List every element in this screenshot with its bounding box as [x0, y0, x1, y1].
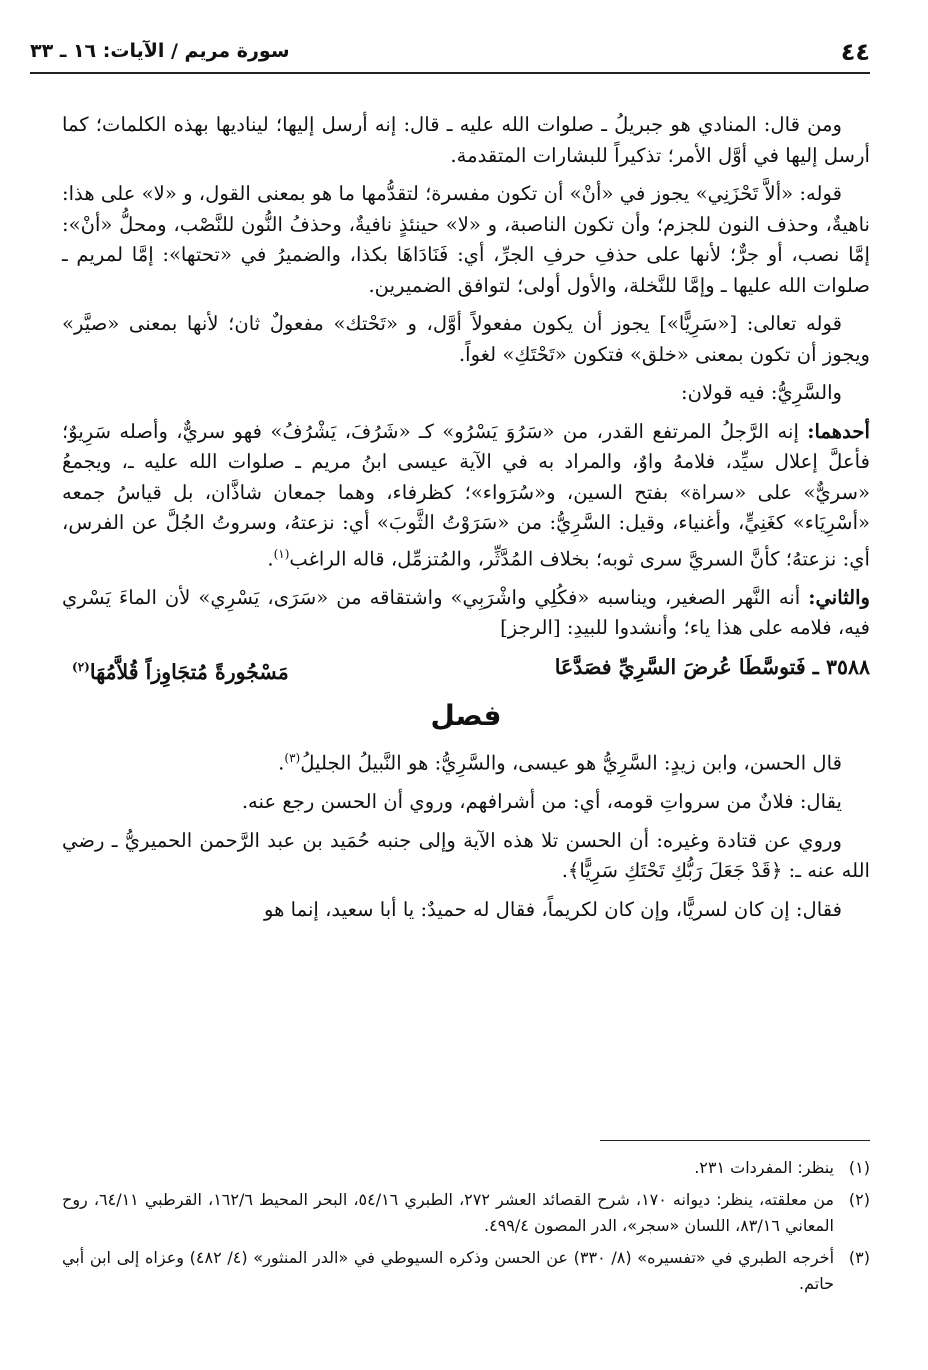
footnote-text: أخرجه الطبري في «تفسيره» (٨/ ٣٣٠) عن الحسن وذكره السيوطي في «الدر المنثور» (٤/ ٤٨٢) وعزاه إلى ابن أبي حاتم.: [62, 1248, 835, 1293]
verse-second-hemistich: [62, 652, 289, 687]
paragraph: فقال: إن كان لسريًّا، وإن كان لكريماً، فقال له حميدٌ: يا أبا سعيد، إنما هو: [264, 897, 842, 921]
page-header: [30, 38, 870, 74]
paragraph: [62, 417, 870, 575]
paragraph-text: قال الحسن، وابن زيدٍ: السَّرِيُّ هو عيسى، والسَّرِيُّ: هو النَّبيلُ الجليلُ: [300, 751, 842, 775]
paragraph: والسَّرِيُّ: فيه قولان:: [681, 381, 842, 404]
paragraph-text: أنه النَّهر الصغير، ويناسبه «فكُلِي واشْرَبِي» واشتقاقه من «سَرَى، يَسْرِي» لأن الماءَ يَسْري فيه، فلامه على هذا ياء؛ وأنشدوا للبيدِ: [الرجز]: [62, 585, 870, 640]
paragraph: وروي عن قتادة وغيره: أن الحسن تلا هذه الآية وإلى جنبه حُمَيد بن عبد الرَّحمن الحميريُّ ـ رضي الله عنه ـ: ﴿قَدْ جَعَلَ رَبُّكِ تَحْتَكِ سَرِيًّا﴾.: [62, 828, 870, 883]
main-text: [62, 110, 870, 933]
footnote-text: ينظر: المفردات ٢٣١.: [694, 1158, 834, 1177]
footnote: [62, 1187, 870, 1239]
section-title: فصل: [430, 698, 502, 732]
footnotes: [62, 1155, 870, 1303]
paragraph: قوله تعالى: [«سَرِيًّا»] يجوز أن يكون مفعولاً أوَّل، و «تَحْتك» مفعولٌ ثان؛ لأنها بمعنى «صيَّر» ويجوز أن تكون بمعنى «خلق» فتكون «تَحْتَكِ» لغواً.: [62, 312, 870, 366]
page-number: ٤٤: [840, 38, 870, 66]
footnote-separator: [600, 1140, 870, 1141]
paragraph: [62, 583, 870, 644]
footnote-number: (٣): [848, 1248, 870, 1267]
paragraph: قوله: «ألاَّ تَحْزَنِي» يجوز في «أنْ» أن تكون مفسرة؛ لتقدُّمها ما هو بمعنى القول، و «لا» على هذا: ناهيةٌ، وحذف النون للجزم؛ وأن تكون الناصبة، و «لا» حينئذٍ نافيةٌ، وحذفُ النُّون للنَّصْب، ومحلُّ «أنْ»: إمَّا نصب، أو جرٌّ؛ لأنها على حذفِ حرفِ الجرِّ، أي: فَنَادَاهَا بكذا، والضميرُ في «تحتها»: إمَّا لمريم ـ صلوات الله عليها ـ وإمَّا للنَّخلة، والأول أولى؛ لتوافق الضميرين.: [62, 182, 870, 297]
footnote-ref[interactable]: (١): [273, 546, 290, 561]
verse-second-text: مَسْجُورةً مُتجَاوِزاً قُلاَّمُهَا: [89, 659, 289, 684]
verse-first-hemistich: ٣٥٨٨ ـ فَتوسَّطَا عُرضَ السَّرِيِّ فصَدَّعَا: [554, 654, 870, 679]
paragraph-lead: أحدهما:: [807, 419, 870, 443]
paragraph-lead: والثاني:: [808, 585, 870, 609]
poetry-verse: [62, 652, 870, 687]
footnote-number: (٢): [848, 1190, 870, 1209]
paragraph: يقال: فلانٌ من سرواتِ قومه، أي: من أشرافهم، وروي أن الحسن رجع عنه.: [241, 790, 842, 814]
running-title: سورة مريم / الآيات: ١٦ ـ ٣٣: [30, 40, 290, 62]
footnote-ref[interactable]: (٢): [72, 659, 90, 674]
footnote-text: من معلقته، ينظر: ديوانه ١٧٠، شرح القصائد العشر ٢٧٢، الطبري ٥٤/١٦، البحر المحيط ١٦٢/٦، القرطبي ٦٤/١١، روح المعاني ٨٣/١٦، اللسان «سجر»، الدر المصون ٤٩٩/٤.: [62, 1190, 835, 1235]
paragraph-end: .: [278, 751, 285, 775]
paragraph-end: .: [267, 547, 274, 571]
paragraph: ومن قال: المنادي هو جبريلُ ـ صلوات الله عليه ـ قال: إنه أرسل إليها؛ ليناديها بهذه الكلمات؛ كما أرسل إليها في أوَّل الأمر؛ تذكيراً للبشارات المتقدمة.: [62, 113, 870, 167]
footnote-number: (١): [848, 1158, 870, 1177]
footnote-ref[interactable]: (٣): [284, 751, 301, 766]
paragraph-text: إنه الرَّجلُ المرتفع القدر، من «سَرُوَ يَسْرُو» كـ «شَرُفَ، يَشْرُفُ» فهو سريٌّ، وأصله سَرِيوٌ؛ فأعلَّ إعلال سيِّد، فلامهُ واوٌ، والمراد به في الآية عيسى ابنُ مريم ـ صلوات الله عليه ـ، ويجمعُ «سريٌّ» على «سراة» بفتح السين، و«سُرَواء»؛ كظرفاء، وهما جمعان شاذَّان، بل قياسُ جمعه «أسْرِيَاء» كغَنِيٍّ، وأغنياء، وقيل: السَّرِيُّ: من «سَرَوْتُ الثَّوبَ» أي: نزعتهُ، وسروتُ الجُلَّ عن الفرس، أي: نزعتهُ؛ كأنَّ السريَّ سرى ثوبه؛ بخلاف المُدَّثِّر، والمُتزمِّل، قاله الراغب: [62, 419, 870, 571]
paragraph: [62, 743, 870, 779]
footnote: [62, 1155, 870, 1181]
footnote: [62, 1245, 870, 1297]
